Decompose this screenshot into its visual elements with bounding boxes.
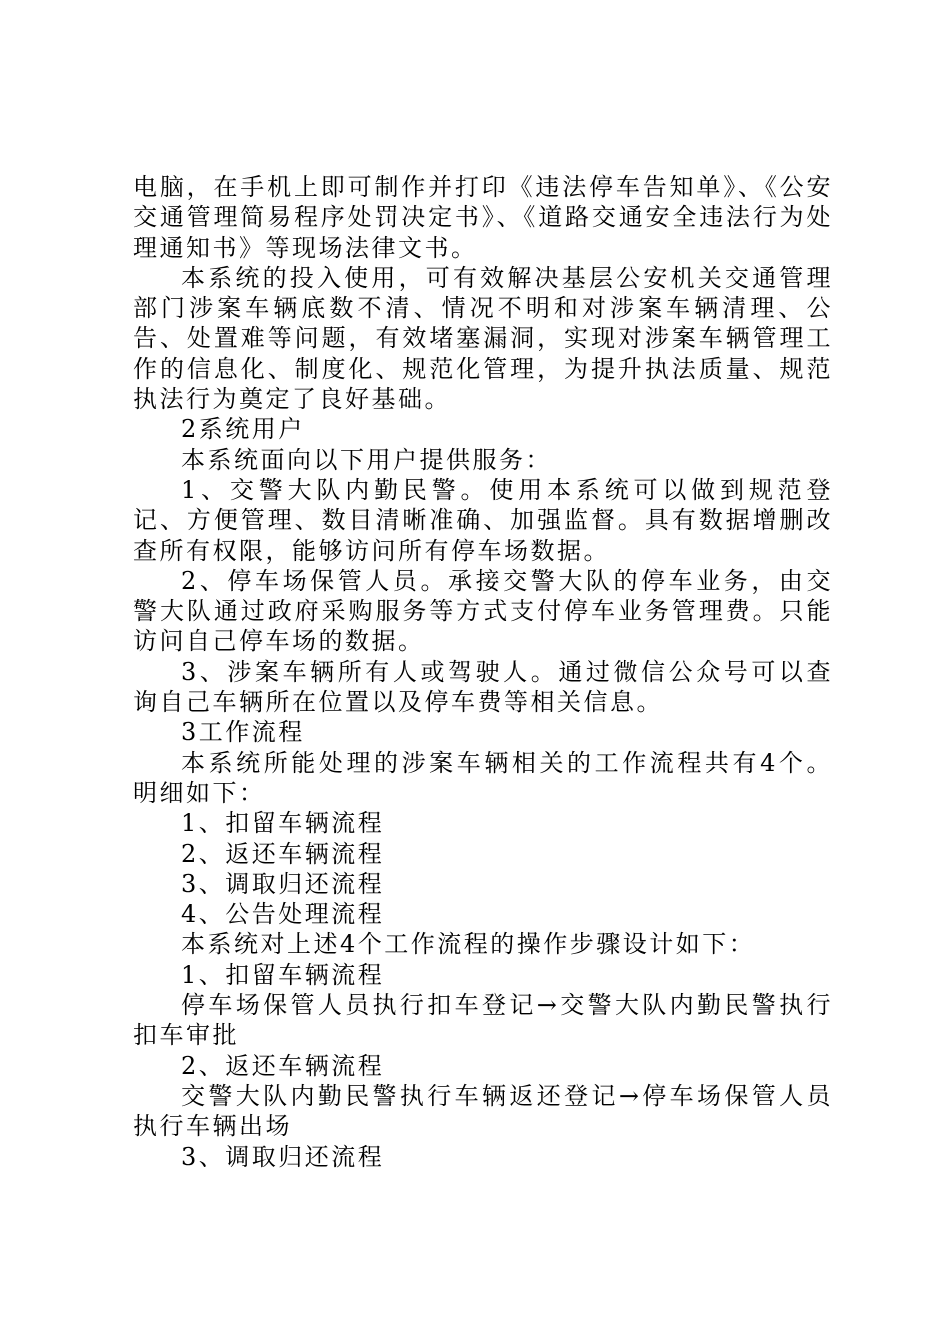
paragraph-continuation: 电脑，在手机上即可制作并打印《违法停车告知单》、《公安交通管理简易程序处罚决定书》、《道路交通安全违法行为处理通知书》等现场法律文书。: [133, 173, 833, 262]
list-item-workflow-detain: 1、扣留车辆流程: [181, 809, 385, 838]
list-item-workflow-announce: 4、公告处理流程: [181, 900, 385, 929]
document-body: [133, 172, 833, 1172]
list-item-user-police: 1、交警大队内勤民警。使用本系统可以做到规范登记、方便管理、数目清晰准确、加强监督。具有数据增删改查所有权限，能够访问所有停车场数据。: [133, 475, 833, 565]
list-item-workflow-return: 2、返还车辆流程: [181, 839, 385, 868]
paragraph-detain-steps: 停车场保管人员执行扣车登记→交警大队内勤民警执行扣车审批: [133, 991, 833, 1050]
section-heading-system-users: 2系统用户: [181, 415, 305, 444]
section-heading-workflow: 3工作流程: [181, 718, 305, 747]
subheading-detain-flow: 1、扣留车辆流程: [181, 960, 385, 989]
paragraph-return-steps: 交警大队内勤民警执行车辆返还登记→停车场保管人员执行车辆出场: [133, 1081, 833, 1141]
subheading-return-flow: 2、返还车辆流程: [181, 1051, 385, 1080]
list-item-user-vehicle-owner: 3、涉案车辆所有人或驾驶人。通过微信公众号可以查询自己车辆所在位置以及停车费等相关信息。: [133, 657, 833, 717]
paragraph-system-benefits: 本系统的投入使用，可有效解决基层公安机关交通管理部门涉案车辆底数不清、情况不明和对涉案车辆清理、公告、处置难等问题，有效堵塞漏洞，实现对涉案车辆管理工作的信息化、制度化、规范化管理，为提升执法质量、规范执法行为奠定了良好基础。: [133, 263, 833, 414]
subheading-retrieve-flow: 3、调取归还流程: [181, 1142, 385, 1171]
paragraph-users-intro: 本系统面向以下用户提供服务：: [181, 445, 552, 474]
paragraph-steps-intro: 本系统对上述4个工作流程的操作步骤设计如下：: [181, 930, 756, 959]
list-item-workflow-retrieve: 3、调取归还流程: [181, 869, 385, 898]
list-item-user-parking-keeper: 2、停车场保管人员。承接交警大队的停车业务，由交警大队通过政府采购服务等方式支付停车业务管理费。只能访问自己停车场的数据。: [133, 566, 833, 656]
paragraph-workflow-intro: 本系统所能处理的涉案车辆相关的工作流程共有4个。明细如下：: [133, 748, 833, 807]
